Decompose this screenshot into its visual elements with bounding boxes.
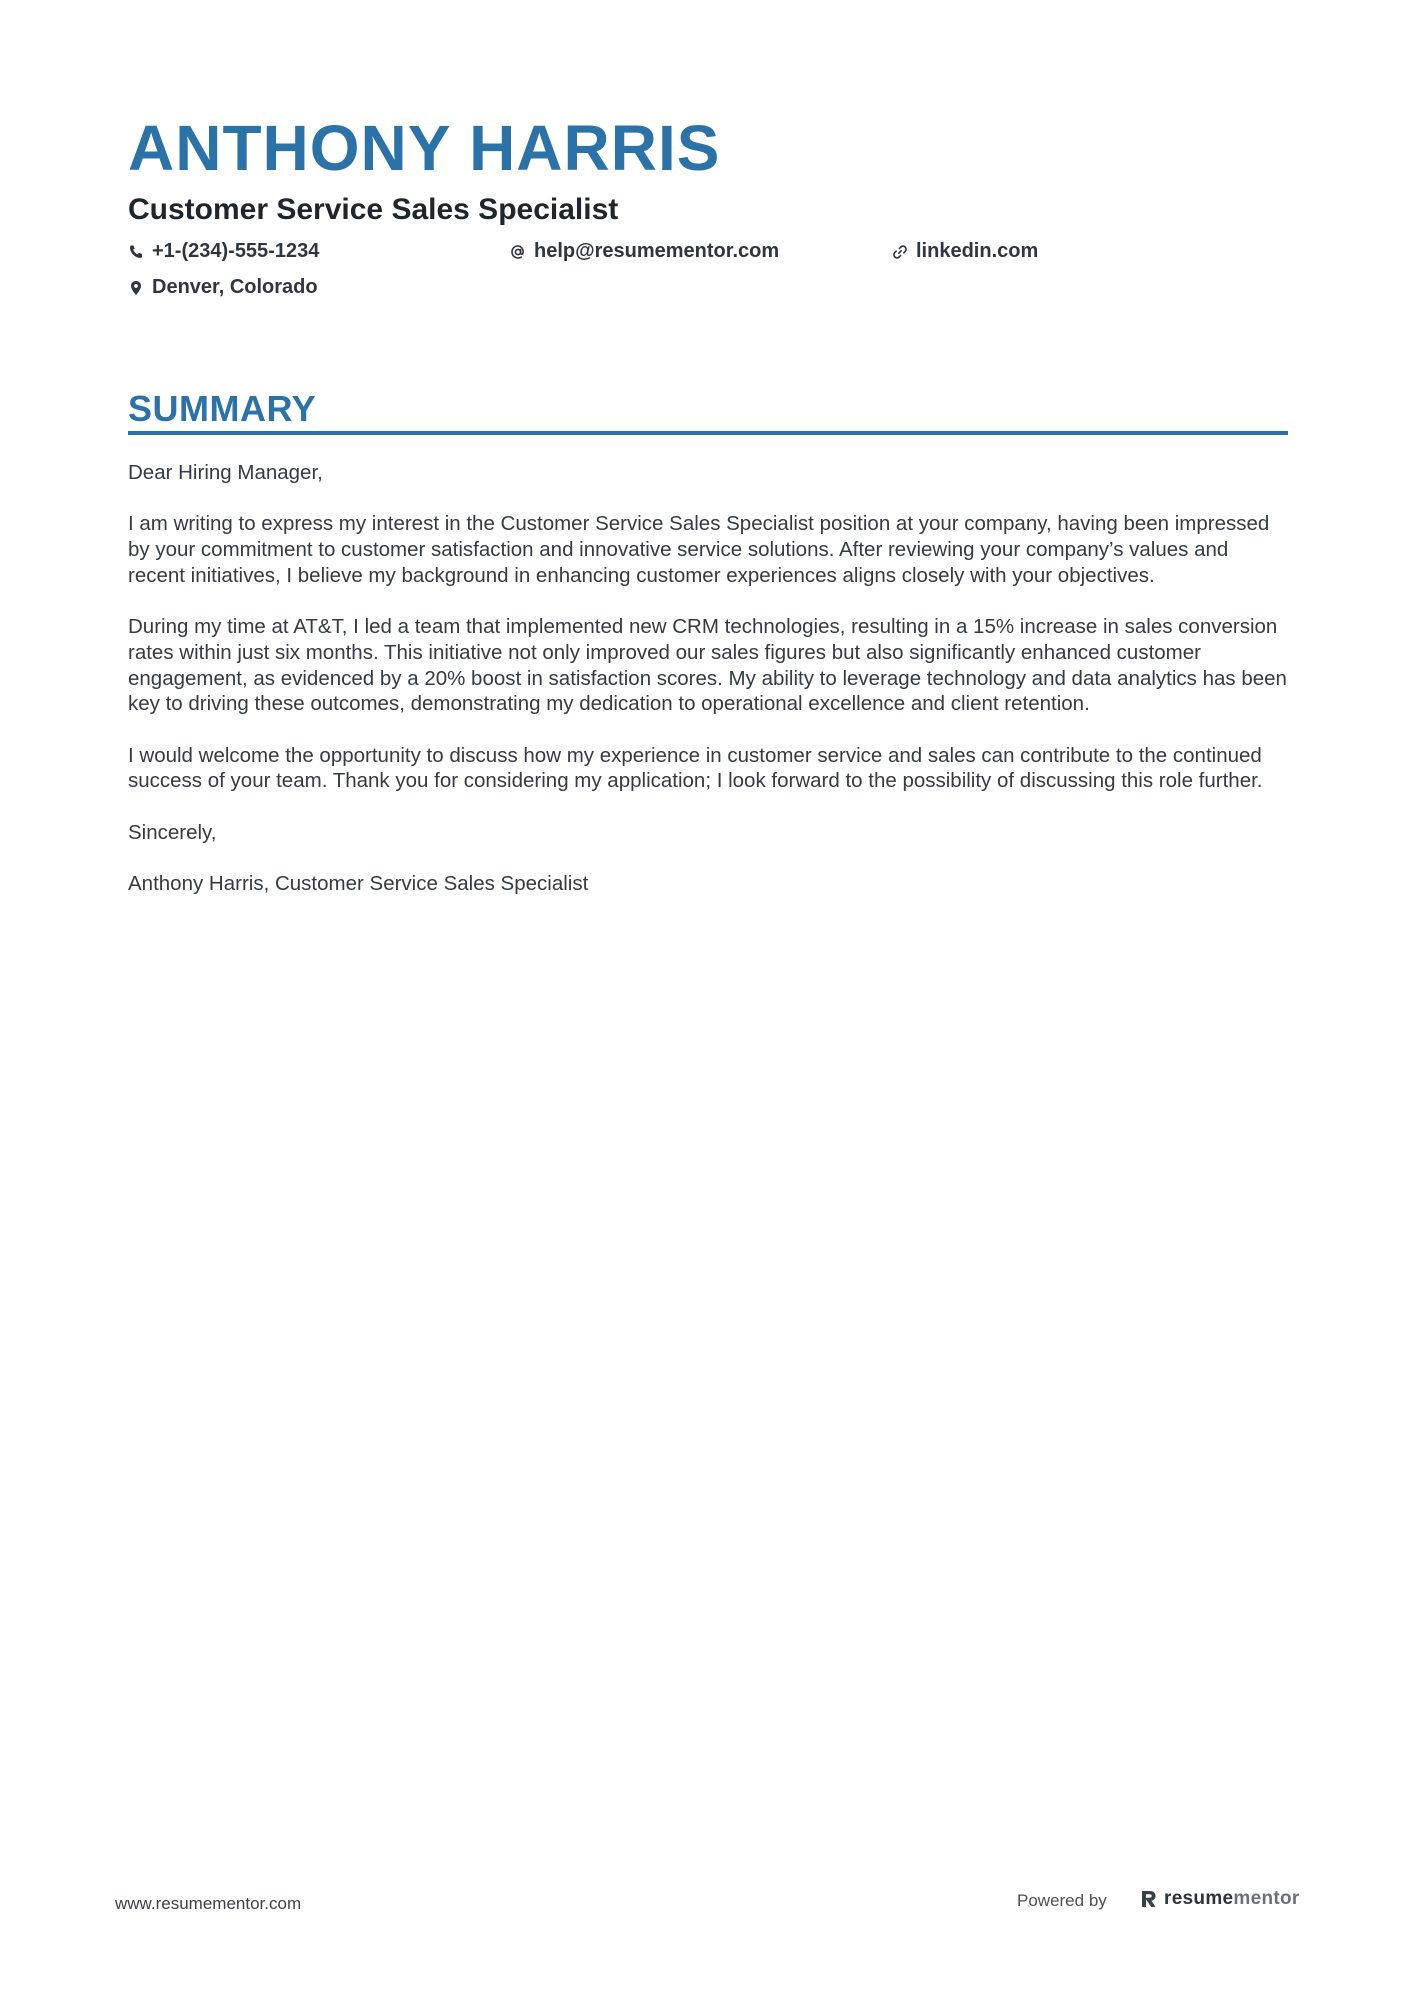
section-title-summary: SUMMARY	[128, 388, 317, 429]
salutation: Dear Hiring Manager,	[128, 461, 323, 484]
section-divider	[128, 431, 1288, 435]
paragraph-closing: I would welcome the opportunity to discuss how my experience in customer service and sales can contribute to the continued success of your team. Thank you for considering my application; I look forward to the possibility of discussing this role further.	[128, 743, 1263, 793]
map-pin-icon	[128, 280, 144, 296]
contact-location	[128, 276, 318, 299]
candidate-name: ANTHONY HARRIS	[128, 112, 721, 184]
contact-email[interactable]	[510, 240, 779, 263]
brand-logo[interactable]	[1140, 1886, 1300, 1912]
job-title: Customer Service Sales Specialist	[128, 193, 619, 226]
phone-text: +1-(234)-555-1234	[152, 240, 320, 262]
powered-by-label: Powered by	[1017, 1891, 1107, 1910]
brand-text-mentor: mentor	[1233, 1888, 1300, 1909]
brand-text-resume: resume	[1164, 1888, 1234, 1909]
closing: Sincerely,	[128, 820, 217, 844]
signature: Anthony Harris, Customer Service Sales Specialist	[128, 872, 589, 896]
link-icon	[892, 244, 908, 260]
resumementor-logo-icon	[1140, 1889, 1158, 1909]
location-text: Denver, Colorado	[152, 276, 318, 298]
contact-link[interactable]	[892, 240, 1038, 263]
phone-icon	[128, 244, 144, 260]
paragraph-experience: During my time at AT&T, I led a team that implemented new CRM technologies, resulting in a 15% increase in sales conversion rates within just six months. This initiative not only improved our sales figures but also significantly enhanced customer engagement, as evidenced by a 20% boost in satisfaction scores. My ability to leverage technology and data analytics has been key to driving these outcomes, demonstrating my dedication to operational excellence and client retention.	[128, 615, 1287, 716]
footer-website[interactable]: www.resumementor.com	[115, 1894, 302, 1913]
paragraph-intro: I am writing to express my interest in the Customer Service Sales Specialist position at your company, having been impressed by your commitment to customer satisfaction and innovative service solutions. After reviewing your company’s values and recent initiatives, I believe my background in enhancing customer experiences aligns closely with your objectives.	[128, 512, 1270, 587]
link-text[interactable]: linkedin.com	[916, 240, 1039, 262]
contact-phone	[128, 240, 319, 263]
cover-letter-body	[128, 460, 1288, 923]
email-text[interactable]: help@resumementor.com	[534, 240, 780, 262]
at-icon	[510, 244, 526, 260]
